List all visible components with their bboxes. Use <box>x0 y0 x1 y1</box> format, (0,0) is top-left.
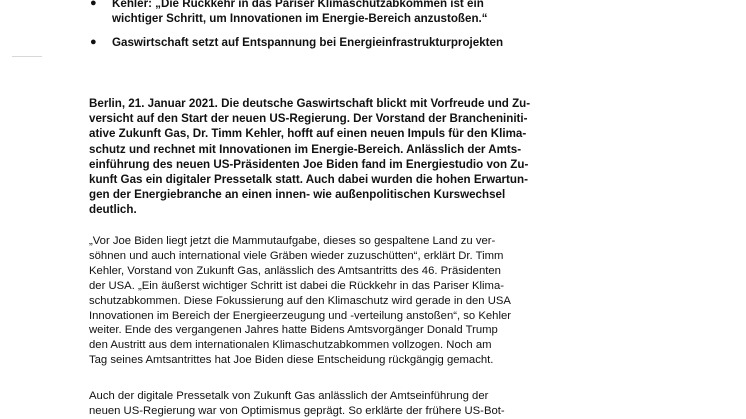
body-line: den Austritt aus dem internationalen Klimaschutzabkommen vollzogen. Noch am <box>89 339 492 352</box>
body-line: söhnen und auch international viele Gräben wieder zuzuschütten“, erklärt Dr. Timm <box>89 249 504 262</box>
body-line: Tag seines Amtsantrittes hat Joe Biden diese Entscheidung rückgängig gemacht. <box>89 354 494 367</box>
lead-line: Berlin, 21. Januar 2021. Die deutsche Gaswirtschaft blickt mit Vorfreude und Zu- <box>89 97 531 110</box>
lead-line: einführung des neuen US-Präsidenten Joe Biden fand im Energiestudio von Zu- <box>89 157 529 171</box>
body-line: weiter. Ende des vergangenen Jahres hatte Bidens Amtsvorgänger Donald Trump <box>89 324 498 337</box>
lead-line: kunft Gas ein digitaler Pressetalk statt. Auch dabei wurden die hohen Erwartun- <box>89 173 528 187</box>
lead-line: versicht auf den Start der neuen US-Regierung. Der Vorstand der Brancheniniti- <box>89 112 528 126</box>
body-line: Auch der digitale Pressetalk von Zukunft Gas anlässlich der Amtseinführung der <box>89 390 489 402</box>
bullet-item <box>90 35 650 50</box>
body-line: „Vor Joe Biden liegt jetzt die Mammutaufgabe, dieses so gespaltene Land zu ver- <box>89 235 496 247</box>
body-line: Innovationen im Bereich der Energieerzeugung und -verteilung anstoßen“, so Kehler <box>89 309 512 322</box>
bullet-icon: ● <box>90 36 97 48</box>
body-line: neuen US-Regierung war von Optimismus geprägt. So erklärte der frühere US-Bot- <box>89 404 505 417</box>
body-line: der USA. „Ein äußerst wichtiger Schritt ist dabei die Rückkehr in das Pariser Klima- <box>89 279 505 292</box>
bullet-line: Kehler: „Die Rückkehr in das Pariser Klimaschutzabkommen ist ein <box>112 0 484 10</box>
body-paragraph <box>89 234 579 368</box>
bullet-line: Gaswirtschaft setzt auf Entspannung bei Energieinfrastrukturprojekten <box>112 36 504 49</box>
body-paragraph <box>89 389 579 419</box>
bullet-icon: ● <box>90 0 97 9</box>
bullet-line: wichtiger Schritt, um Innovationen im Energie-Bereich anzustoßen.“ <box>112 12 488 25</box>
body-line: Kehler, Vorstand von Zukunft Gas, anlässlich des Amtsantritts des 46. Präsidenten <box>89 264 501 277</box>
key-points-list <box>90 0 650 59</box>
lead-paragraph <box>89 96 579 218</box>
bullet-item <box>90 0 650 26</box>
margin-divider <box>12 56 42 57</box>
lead-line: schutz und rechnet mit Innovationen im Energie-Bereich. Anlässlich der Amts- <box>89 142 522 156</box>
body-line: schutzabkommen. Diese Fokussierung auf den Klimaschutz wird gerade in den USA <box>89 294 511 307</box>
lead-line: gen der Energiebranche an einen innen- wie außenpolitischen Kurswechsel <box>89 188 506 202</box>
lead-line: deutlich. <box>89 203 137 217</box>
lead-line: ative Zukunft Gas, Dr. Timm Kehler, hofft auf einen neuen Impuls für den Klima- <box>89 127 527 141</box>
